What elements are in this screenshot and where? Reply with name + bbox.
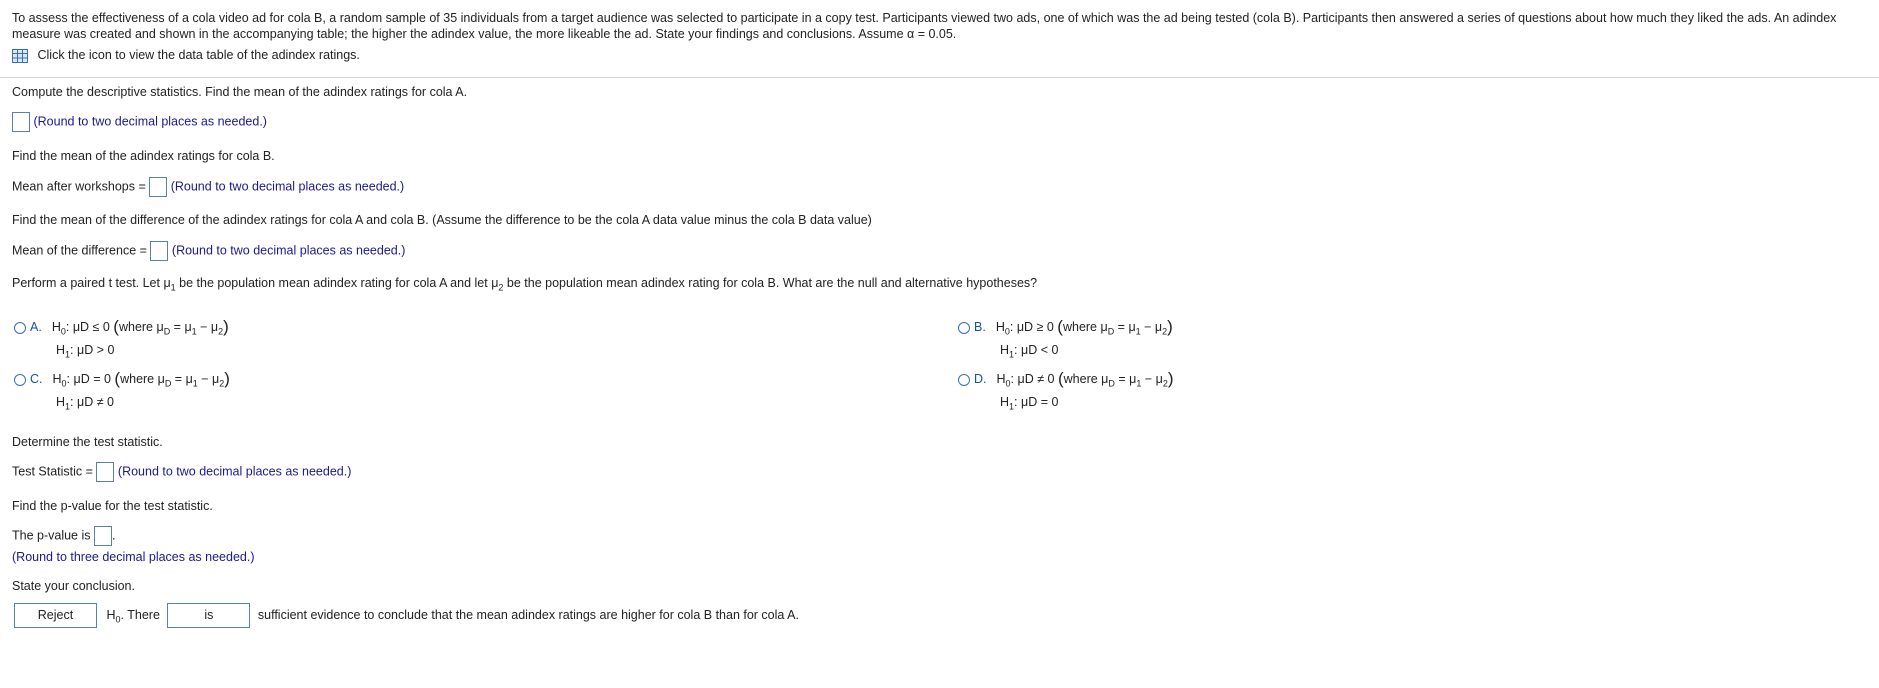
q5-answer-row [12,462,351,482]
q3-hint: (Round to two decimal places as needed.) [171,243,406,258]
q2-hint: (Round to two decimal places as needed.) [170,179,405,194]
option-b-h0: μD ≥ 0 [1016,320,1054,334]
q1-prompt: Compute the descriptive statistics. Find the mean of the adindex ratings for cola A. [12,85,468,99]
conclusion-row: Reject $H_0$. There is sufficient evidence to conclude that the mean adindex ratings are higher for cola B than for cola A. [14,603,799,628]
q2-prompt: Find the mean of the adindex ratings for cola B. [12,149,275,163]
option-c-h1: μD ≠ 0 [77,394,114,409]
option-a-radio[interactable] [14,322,26,334]
mean-a-input[interactable] [12,112,30,132]
q5-prompt: Determine the test statistic. [12,435,163,449]
q3-prompt: Find the mean of the difference of the adindex ratings for cola A and cola B. (Assume the difference to be the cola A data value minus the cola B data value) [12,213,872,227]
table-icon[interactable] [12,49,28,63]
option-c-letter: C. [30,372,43,386]
q6-prompt: Find the p-value for the test statistic. [12,499,213,513]
option-b-h1: μD < 0 [1021,342,1059,357]
evidence-dropdown[interactable]: is [167,603,250,628]
test-statistic-input[interactable] [96,462,114,482]
option-b[interactable]: B. $H_0$: μD ≥ 0 (where $\mu_D = \mu_1 - \mu_2$) $H_1$: μD < 0 [958,318,1173,363]
q6-hint: (Round to three decimal places as needed.) [12,550,255,564]
q1-hint: (Round to two decimal places as needed.) [33,114,267,129]
q3-answer-row [12,241,405,261]
q7-prompt: State your conclusion. [12,579,135,593]
problem-statement [12,10,1872,42]
option-a[interactable]: A. $H_0$: μD ≤ 0 (where $\mu_D = \mu_1 - \mu_2$) $H_1$: μD > 0 [14,318,229,363]
data-table-link[interactable] [12,48,360,63]
q5-label: Test Statistic = [12,464,93,479]
option-a-letter: A. [30,320,42,334]
mean-diff-input[interactable] [150,241,168,261]
option-b-letter: B. [974,320,986,334]
q3-label: Mean of the difference = [12,243,147,258]
q5-hint: (Round to two decimal places as needed.) [117,464,352,479]
option-d[interactable]: D. $H_0$: μD ≠ 0 (where $\mu_D = \mu_1 - \mu_2$) $H_1$: μD = 0 [958,370,1174,415]
option-b-radio[interactable] [958,322,970,334]
option-d-h1: μD = 0 [1021,394,1059,409]
q6-answer-row: The p-value is . [12,526,115,546]
q6-label: The p-value is [12,528,91,543]
q4-prompt: Perform a paired t test. Let $\mu_1$ be the population mean adindex rating for cola A and let $\mu_2$ be the population mean adindex rating for cola B. What are the null and alternative hypotheses? [12,276,1038,293]
option-c-radio[interactable] [14,374,26,386]
q2-answer-row [12,177,404,197]
mean-b-input[interactable] [149,177,167,197]
q2-label: Mean after workshops = [12,179,146,194]
option-a-h1: μD > 0 [77,342,115,357]
decision-dropdown[interactable]: Reject [14,603,97,628]
problem-text: To assess the effectiveness of a cola video ad for cola B, a random sample of 35 individuals from a target audience was selected to participate in a copy test. Participants viewed two ads, one of which was the ad being tested (cola B). Participants then answered a series of questions about how much they liked the ads. An adindex measure was created and shown in the accompanying table; the higher the adindex value, the more likeable the ad. State your findings and conclusions. Assume α = 0.05. [12,11,1837,41]
conclusion-text: sufficient evidence to conclude that the mean adindex ratings are higher for cola B than for cola A. [257,607,799,622]
option-a-h0: μD ≤ 0 [72,320,110,334]
data-table-link-text: Click the icon to view the data table of the adindex ratings. [37,48,360,62]
q1-answer-row [12,112,267,132]
option-c[interactable]: C. $H_0$: μD = 0 (where $\mu_D = \mu_1 - \mu_2$) $H_1$: μD ≠ 0 [14,370,230,415]
divider [0,77,1879,78]
option-d-letter: D. [974,372,987,386]
option-d-h0: μD ≠ 0 [1017,372,1055,386]
option-d-radio[interactable] [958,374,970,386]
option-c-h0: μD = 0 [73,372,111,386]
p-value-input[interactable] [94,526,112,546]
